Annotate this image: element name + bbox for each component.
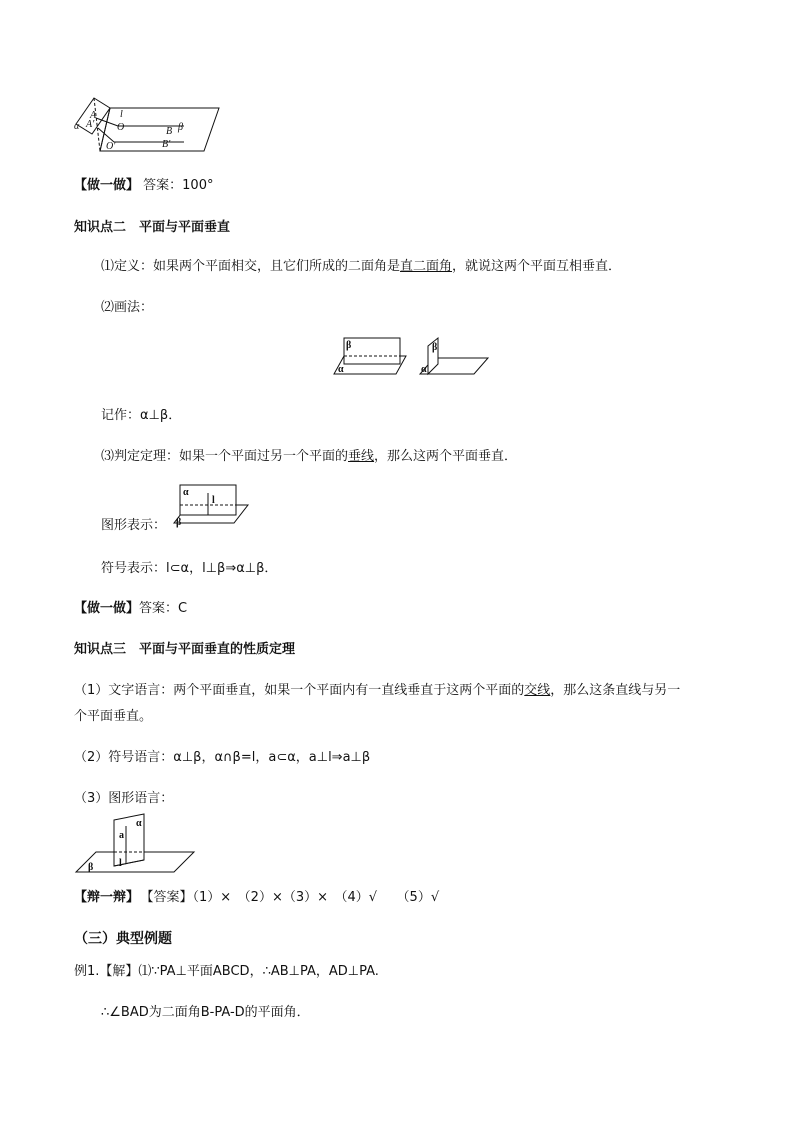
criterion-figure: [172, 483, 248, 529]
property-theorem-figure: [74, 814, 194, 874]
try1-text: 答案：100°: [139, 178, 214, 193]
label-B: B: [166, 126, 173, 137]
kp2-draw: ⑵画法：: [101, 300, 154, 315]
draw1-label-alpha: α: [338, 364, 344, 375]
sec3-heading: （三）典型例题: [74, 931, 172, 947]
kp3-text-line2: 个平面垂直。: [74, 709, 153, 724]
dihedral-angle-figure: [74, 96, 219, 154]
label-O-prime: O′: [106, 141, 116, 152]
kp2-symbol: [101, 557, 277, 576]
ex1-line1: 例1.【解】⑴∵PA⊥平面ABCD，∴AB⊥PA，AD⊥PA.: [74, 964, 379, 979]
kp3-symbol: （2）符号语言：α⊥β，α∩β=l，a⊂α，a⊥l⇒a⊥β: [74, 750, 371, 765]
try1-label: 【做一做】: [74, 178, 140, 193]
label-A: A: [90, 110, 97, 121]
draw1-beta-plane: [344, 338, 400, 364]
label-A-prime: A′: [86, 119, 95, 130]
draw1-label-beta: β: [346, 340, 352, 351]
sym-label: 符号表示：: [101, 561, 167, 576]
def-term: 直二面角: [400, 259, 453, 274]
kp2-notation: 记作：α⊥β．: [101, 408, 182, 423]
ray-OA-prime: [98, 128, 114, 142]
label-beta: β: [178, 122, 183, 133]
kp3-text-line1: [74, 679, 680, 698]
draw2-label-alpha: α: [421, 364, 427, 375]
kp2-definition: [101, 255, 621, 274]
label-B-prime: B′: [162, 139, 171, 150]
label-l: l: [120, 109, 123, 120]
kp3-graph: （3）图形语言：: [74, 791, 174, 806]
prop-label-l: l: [119, 858, 122, 869]
try1-line: [74, 174, 213, 193]
thm-term: 垂线: [348, 449, 375, 464]
bian-line: [74, 886, 439, 905]
draw2-label-beta: β: [432, 342, 438, 353]
try2-line: [74, 597, 187, 616]
kp3-heading: 知识点三 平面与平面垂直的性质定理: [74, 642, 296, 657]
try2-text: 答案：C: [139, 601, 188, 616]
try2-label: 【做一做】: [74, 601, 140, 616]
label-alpha: α: [74, 121, 80, 132]
prop-label-alpha: α: [136, 818, 142, 829]
ex1-line2: ∴∠BAD为二面角B-PA-D的平面角．: [101, 1005, 310, 1020]
kp3-text-prefix: （1）文字语言：两个平面垂直，如果一个平面内有一直线垂直于这两个平面的: [74, 683, 525, 698]
crit-label-l: l: [212, 495, 215, 506]
def-prefix: ⑴定义：如果两个平面相交，且它们所成的二面角是: [101, 259, 401, 274]
kp3-text-suffix: ，那么这条直线与另一: [550, 683, 681, 698]
bian-label: 【辩一辩】: [74, 890, 140, 905]
def-suffix: ，就说这两个平面互相垂直．: [452, 259, 622, 274]
kp2-fig-label: 图形表示：: [101, 518, 167, 533]
crit-label-beta: β: [176, 517, 182, 528]
label-O: O: [117, 122, 125, 133]
prop-label-beta: β: [88, 862, 94, 873]
thm-prefix: ⑶判定定理：如果一个平面过另一个平面的: [101, 449, 349, 464]
bian-answer: 【答案】（1）× （2）×（3）× （4）√ （5）√: [147, 890, 440, 905]
crit-label-alpha: α: [183, 487, 189, 498]
perpendicular-planes-drawing: [334, 336, 490, 378]
thm-suffix: ，那么这两个平面垂直．: [374, 449, 518, 464]
kp2-heading: 知识点二 平面与平面垂直: [74, 220, 231, 235]
prop-label-a: a: [119, 830, 124, 841]
kp3-text-term: 交线: [524, 683, 551, 698]
kp2-theorem: [101, 445, 517, 464]
sym-text: l⊂α，l⊥β⇒α⊥β．: [166, 561, 278, 576]
